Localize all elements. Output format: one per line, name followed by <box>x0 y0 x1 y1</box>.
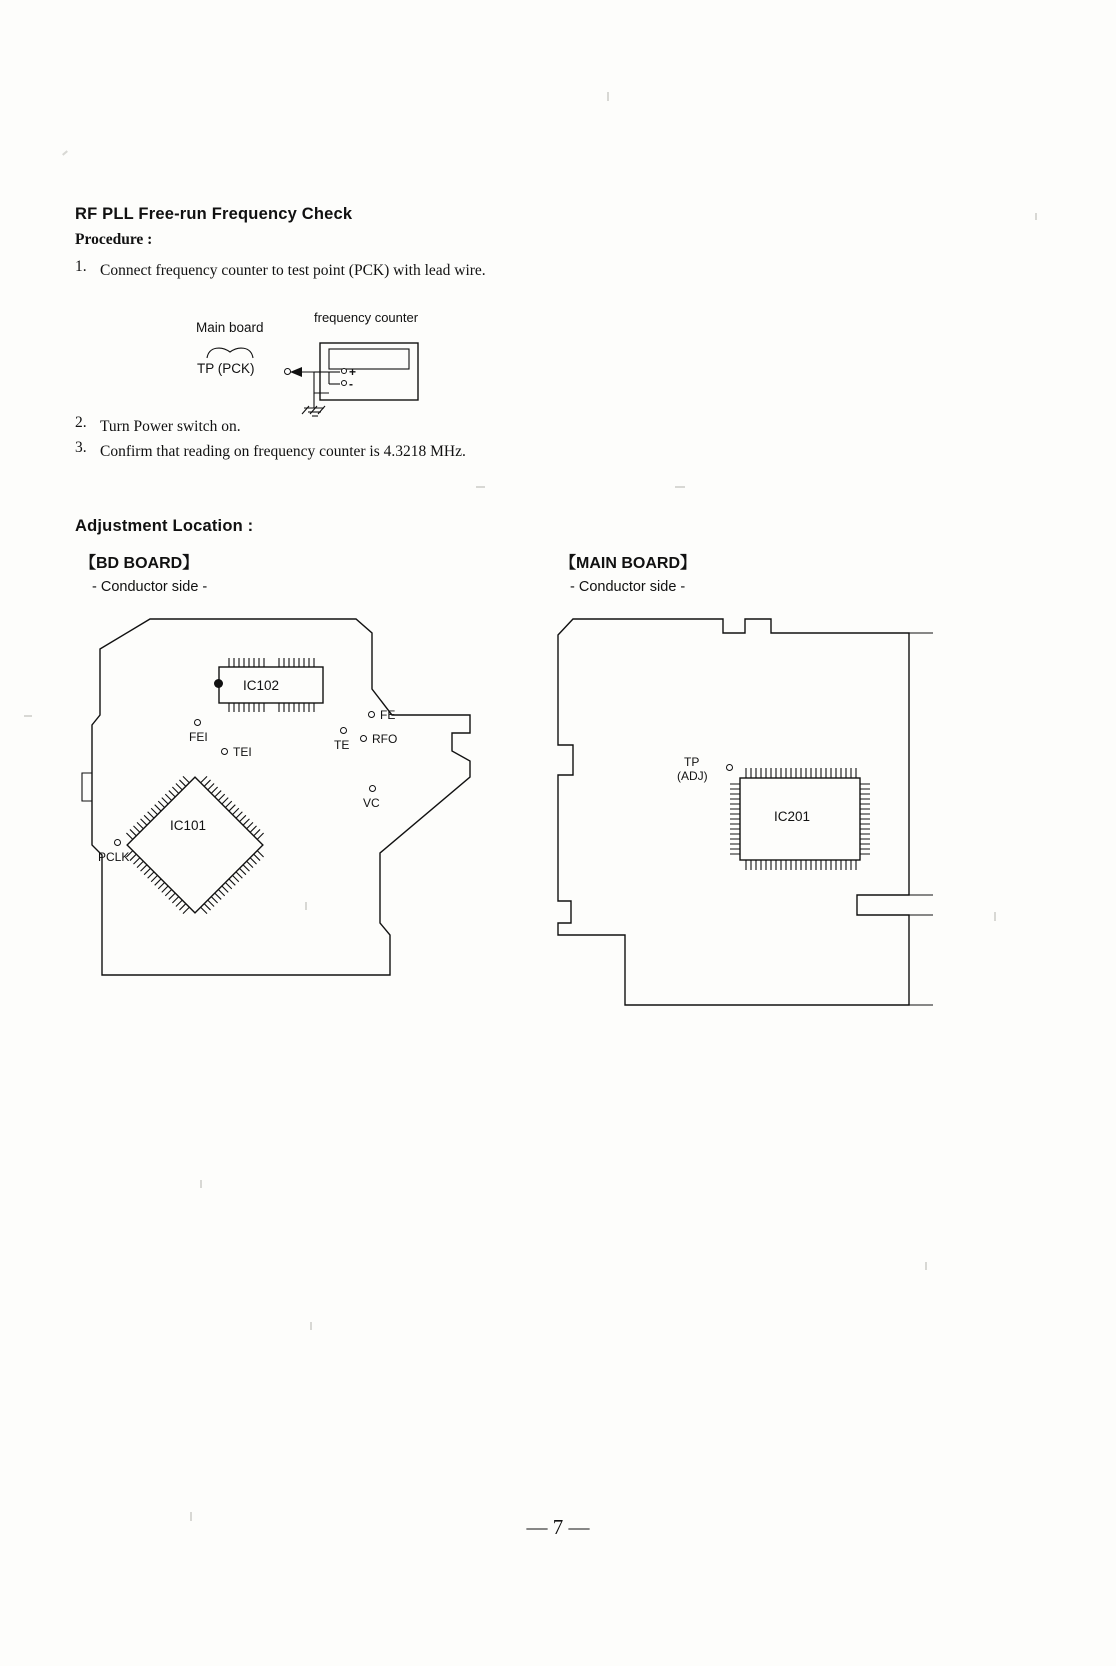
frequency-counter-label: frequency counter <box>314 310 419 325</box>
bd-board-side: - Conductor side - <box>92 579 208 595</box>
scan-speck <box>675 486 685 488</box>
ic201-label: IC201 <box>774 809 811 824</box>
tp-pck-pad <box>284 368 291 375</box>
terminal-minus-label: - <box>349 377 353 391</box>
test-pad-fe <box>368 711 375 718</box>
step-text: Turn Power switch on. <box>100 418 241 435</box>
test-point-label-fei: FEI <box>189 730 208 744</box>
test-point-label-fe: FE <box>380 708 396 722</box>
main-board-side: - Conductor side - <box>570 579 686 595</box>
scan-speck <box>310 1322 312 1330</box>
step-text: Confirm that reading on frequency counter is 4.3218 MHz. <box>100 443 466 460</box>
page-number: — 7 — <box>526 1515 590 1539</box>
test-point-label-tei: TEI <box>233 745 252 759</box>
test-pad-vc <box>369 785 376 792</box>
ic101-label: IC101 <box>170 818 207 833</box>
step-text: Connect frequency counter to test point (PCK) with lead wire. <box>100 262 486 279</box>
scan-speck <box>607 92 609 101</box>
adjustment-location-title: Adjustment Location : <box>75 517 254 535</box>
test-point-label-tp-adj: (ADJ) <box>677 769 708 783</box>
scan-speck <box>476 486 485 488</box>
ic102-label: IC102 <box>243 678 280 693</box>
step-number: 3. <box>75 439 87 456</box>
test-pad-tei <box>221 748 228 755</box>
test-point-label-vc: VC <box>363 796 380 810</box>
step-number: 2. <box>75 414 87 431</box>
scan-speck <box>925 1262 927 1270</box>
test-point-label-rfo: RFO <box>372 732 398 746</box>
bd-board-title: 【BD BOARD】 <box>80 555 199 572</box>
test-pad-fei <box>194 719 201 726</box>
counter-terminal-minus <box>341 380 347 386</box>
counter-terminal-plus <box>341 368 347 374</box>
step-number: 1. <box>75 258 87 275</box>
test-pad-te <box>340 727 347 734</box>
test-point-label: TP (PCK) <box>197 361 255 376</box>
test-pad-rfo <box>360 735 367 742</box>
scan-speck <box>200 1180 202 1188</box>
scan-speck <box>994 912 996 921</box>
ic102-pin1-marker <box>214 679 223 688</box>
scan-speck <box>1035 213 1037 220</box>
test-point-label-pclk: PCLK <box>98 850 130 864</box>
main-board-label: Main board <box>196 320 264 335</box>
ic101-package <box>115 765 275 925</box>
scan-speck <box>24 715 32 717</box>
test-pad-tp-adj <box>726 764 733 771</box>
main-board-title: 【MAIN BOARD】 <box>560 555 696 572</box>
procedure-label: Procedure : <box>75 231 153 248</box>
test-pad-pclk <box>114 839 121 846</box>
terminal-plus-label: + <box>349 365 357 379</box>
scan-speck <box>62 150 68 155</box>
test-point-label-tp: TP <box>684 755 700 769</box>
page-title: RF PLL Free-run Frequency Check <box>75 205 353 223</box>
test-point-label-te: TE <box>334 738 350 752</box>
